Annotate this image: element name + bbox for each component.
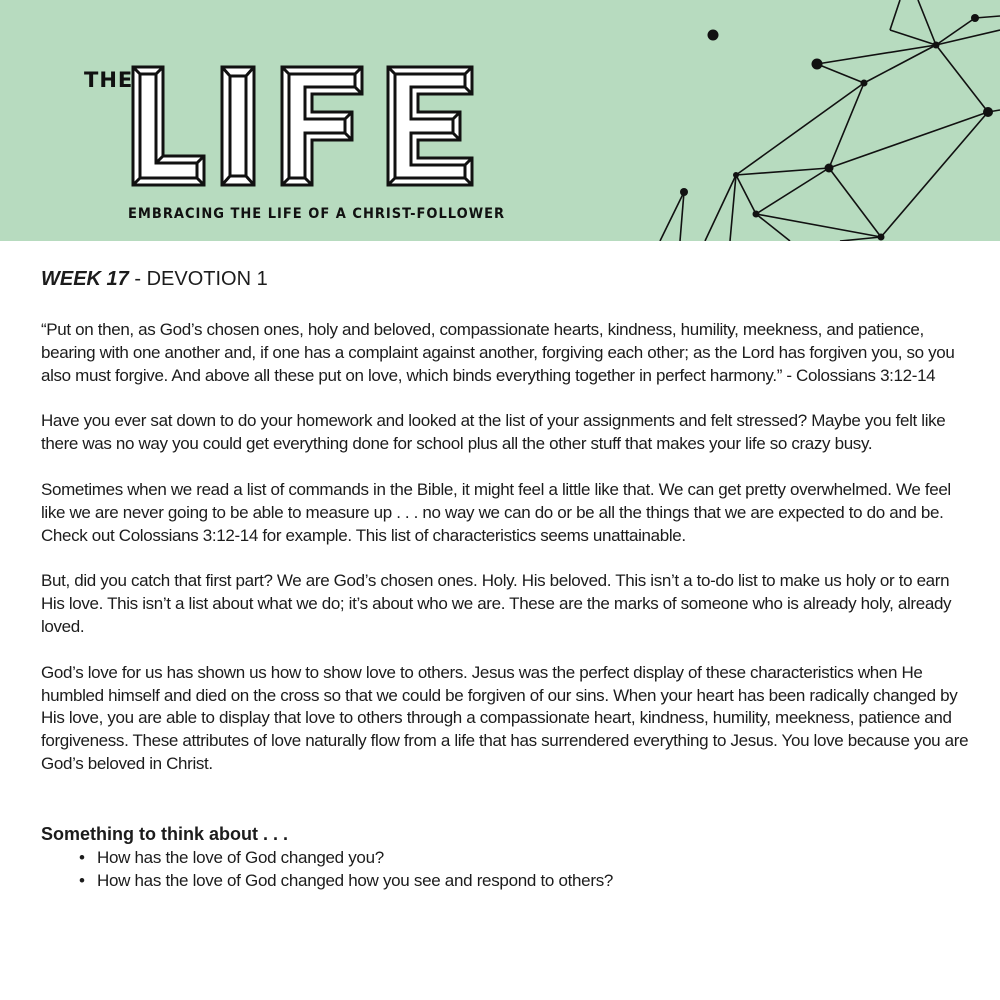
devotion-heading — [41, 268, 976, 291]
scripture-quote: “Put on then, as God’s chosen ones, holy and beloved, compassionate hearts, kindness, humility, meekness, and patience, bearing with one another and, if one has a complaint against another, forgiving each other; as the Lord has forgiven you, so you also must forgive. And above all these put on love, which binds everything together in perfect harmony.” - Colossians 3:12-14 — [41, 320, 955, 385]
body-paragraph: Have you ever sat down to do your homework and looked at the list of your assignments and felt stressed? Maybe you felt like there was no way you could get everything done for school plus all the other stuff that makes your life so crazy busy. — [41, 411, 946, 454]
week-label: WEEK 17 — [41, 268, 129, 290]
devotion-label: DEVOTION 1 — [146, 268, 268, 290]
heading-separator: - — [128, 268, 147, 290]
network-graphic — [600, 0, 1000, 241]
reflection-section — [41, 824, 976, 892]
logo-the-text: THE — [84, 68, 134, 92]
body-paragraph: Sometimes when we read a list of commands in the Bible, it might feel a little like that. We can get pretty overwhelmed. We feel like we are never going to be able to measure up . . . no way we can do or be all the things that we are expected to do and be. Check out Colossians 3:12-14 for example. This list of characteristics seems unattainable. — [41, 479, 951, 545]
body-paragraph: God’s love for us has shown us how to show love to others. Jesus was the perfect display of these characteristics when He humbled himself and died on the cross so that we could be forgiven of our sins. When your heart has been radically changed by His love, you are able to display that love to others through a compassionate heart, kindness, humility, meekness, patience and forgiveness. These attributes of love naturally flow from a life that has surrendered everything to Jesus. You love because you are God’s beloved in Christ. — [41, 662, 969, 773]
logo-life-wordmark — [130, 64, 476, 188]
reflection-question: • How has the love of God changed how you see and respond to others? — [97, 869, 976, 892]
reflection-list — [41, 846, 976, 892]
reflection-question: • How has the love of God changed you? — [97, 846, 976, 869]
reflection-title: Something to think about . . . — [41, 823, 288, 844]
logo-tagline: EMBRACING THE LIFE OF A CHRIST-FOLLOWER — [128, 206, 506, 222]
body-paragraph: But, did you catch that first part? We are God’s chosen ones. Holy. His beloved. This isn’t a to-do list to make us holy or to earn His love. This isn’t a list about what we do; it’s about who we are. These are the marks of someone who is already holy, already loved. — [41, 571, 952, 636]
header-banner — [0, 0, 1000, 241]
devotion-content — [41, 268, 976, 892]
